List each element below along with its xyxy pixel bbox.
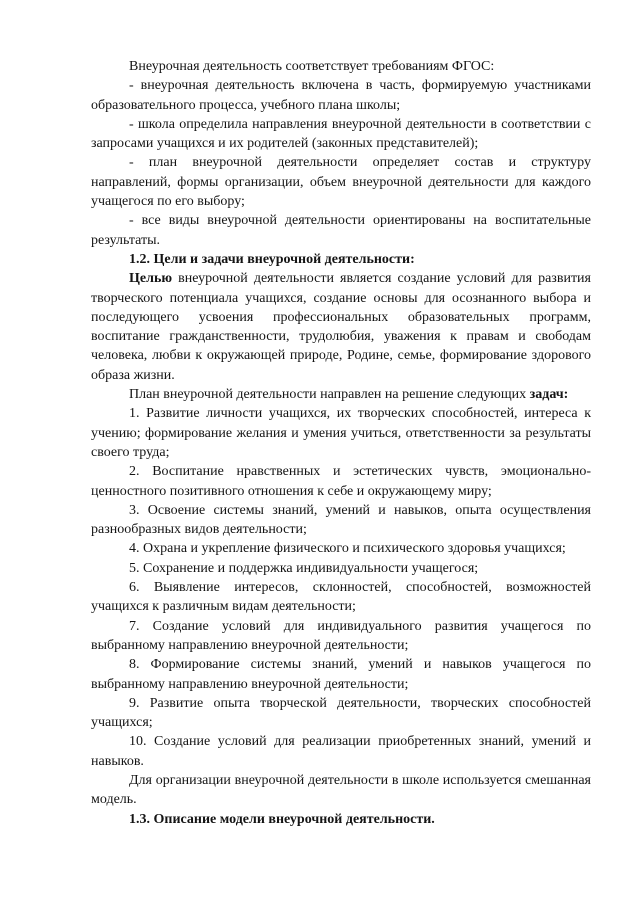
paragraph-plan-tasks <box>91 385 591 404</box>
paragraph-bullet-plan: - план внеурочной деятельности определяет состав и структуру направлений, формы организации, объем внеурочной деятельности для каждого учащегося по его выбору; <box>91 155 591 210</box>
plan-text: План внеурочной деятельности направлен на решение следующих <box>129 387 530 403</box>
task-item: 6. Выявление интересов, склонностей, способностей, возможностей учащихся к различным видам деятельности; <box>91 580 591 615</box>
paragraph-mixed-model: Для организации внеурочной деятельности в школе используется смешанная модель. <box>91 772 591 808</box>
tasks-label: задач: <box>529 387 569 403</box>
task-item: 7. Создание условий для индивидуального развития учащегося по выбранному направлению внеурочной деятельности; <box>91 618 591 653</box>
task-item: 9. Развитие опыта творческой деятельности, творческих способностей учащихся; <box>91 695 591 731</box>
paragraph-bullet-directions: - школа определила направления внеурочной деятельности в соответствии с запросами учащихся и их родителей (законных представителей); <box>91 116 591 152</box>
task-item: 4. Охрана и укрепление физического и психического здоровья учащихся; <box>129 541 566 557</box>
paragraph-fgos-intro: Внеурочная деятельность соответствует требованиям ФГОС: <box>129 59 495 74</box>
paragraph-goal <box>91 269 591 385</box>
task-item: 10. Создание условий для реализации приобретенных знаний, умений и навыков. <box>91 734 591 769</box>
task-item: 5. Сохранение и поддержка индивидуальности учащегося; <box>129 560 479 576</box>
task-item: 1. Развитие личности учащихся, их творческих способностей, интереса к учению; формирование желания и умения учиться, ответственности за результаты своего труда; <box>91 406 591 460</box>
task-item: 8. Формирование системы знаний, умений и навыков учащегося по выбранному направлению внеурочной деятельности; <box>91 657 591 692</box>
section-heading-model: 1.3. Описание модели внеурочной деятельности. <box>129 811 435 827</box>
paragraph-bullet-results: - все виды внеурочной деятельности ориентированы на воспитательные результаты. <box>91 213 591 248</box>
goal-text: внеурочной деятельности является создание условий для развития творческого потенциала учащихся, создание основы для осознанного выбора и последующего усвоения профессиональных образовательных программ, воспитание гражданственности, трудолюбия, уважения к правам и свободам человека, любви к окружающей природе, Родине, семье, формирование здорового образа жизни. <box>91 271 591 383</box>
document-page <box>91 57 591 829</box>
goal-label: Целью <box>129 271 173 287</box>
task-item: 2. Воспитание нравственных и эстетических чувств, эмоционально-ценностного позитивного отношения к себе и окружающему миру; <box>91 464 591 499</box>
task-item: 3. Освоение системы знаний, умений и навыков, опыта осуществления разнообразных видов деятельности; <box>91 502 591 538</box>
paragraph-bullet-part: - внеурочная деятельность включена в часть, формируемую участниками образовательного процесса, учебного плана школы; <box>91 78 591 113</box>
section-heading-goals: 1.2. Цели и задачи внеурочной деятельности: <box>129 251 415 267</box>
